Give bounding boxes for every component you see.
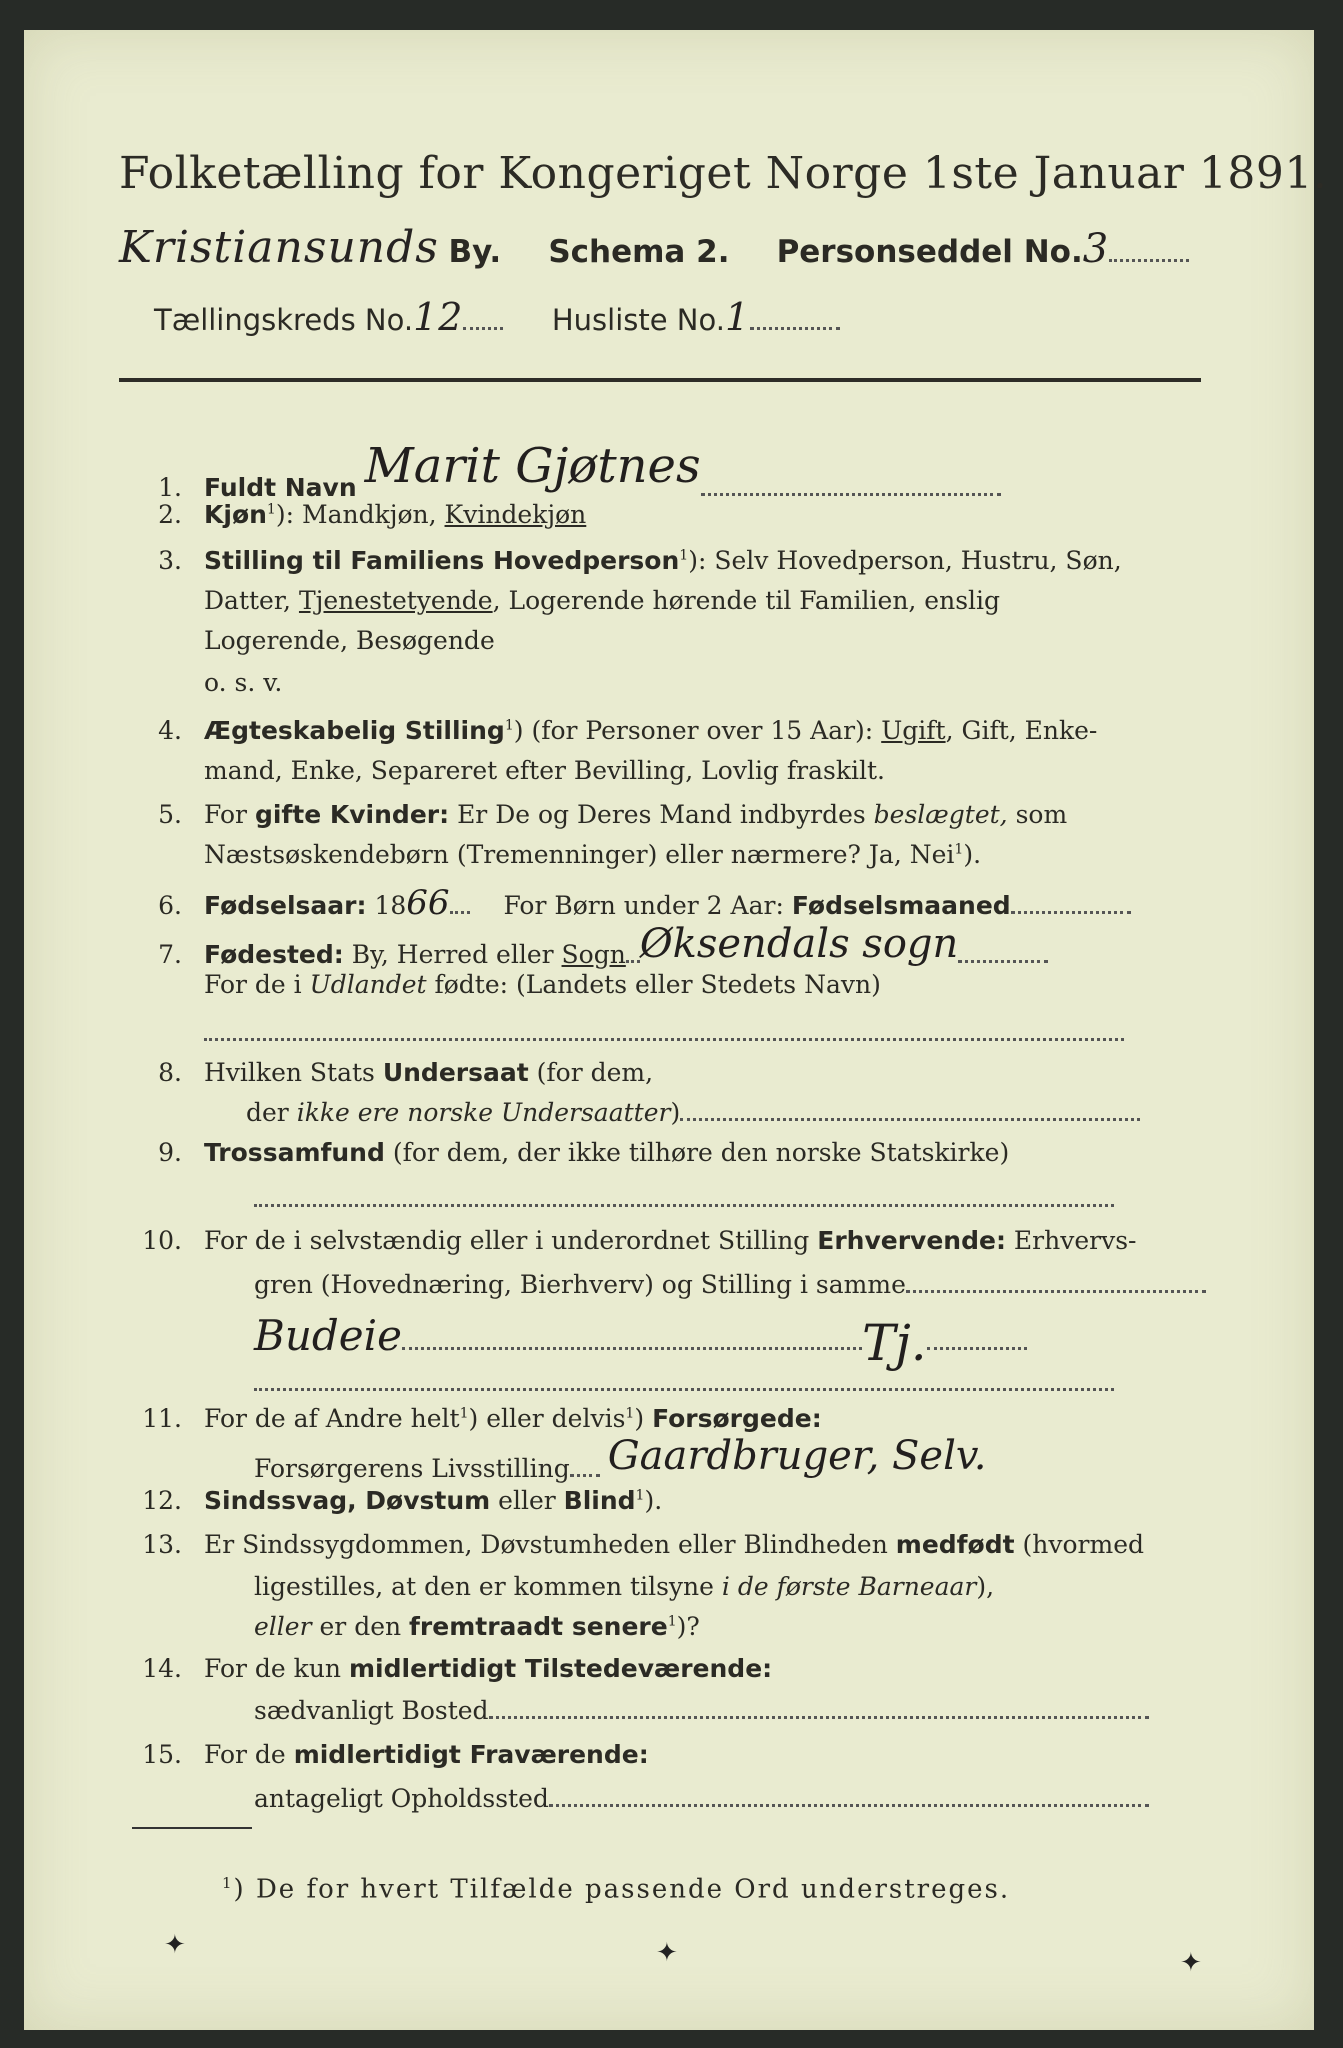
birth-year-value: 66 bbox=[406, 883, 450, 923]
kreds-label: Tællingskreds No. bbox=[154, 303, 414, 337]
header-line-2 bbox=[154, 295, 840, 339]
item-13-line-1: 13. Er Sindssygdommen, Døvstumheden eller Blindheden medfødt (hvormed bbox=[142, 1530, 1145, 1559]
item-13-line-2: ligestilles, at den er kommen tilsyne i de første Barneaar), bbox=[254, 1572, 995, 1601]
occupation-position-value: Tj. bbox=[861, 1314, 927, 1372]
husliste-label: Husliste No. bbox=[551, 303, 725, 337]
occupation-label: Erhvervende: bbox=[817, 1226, 1006, 1255]
subject-label: Undersaat bbox=[382, 1058, 529, 1087]
item-11-line-1: 11. For de af Andre helt$^1$) eller delvis$^1$) Forsørgede: bbox=[142, 1404, 822, 1433]
header-rule bbox=[119, 378, 1201, 382]
supporter-value: Gaardbruger, Selv. bbox=[607, 1433, 987, 1479]
birth-year-label: Fødselsaar: bbox=[204, 891, 367, 920]
header-line-1 bbox=[119, 222, 1189, 273]
registration-mark-center: ✦ bbox=[656, 1938, 678, 1968]
husliste-number: 1 bbox=[724, 295, 751, 339]
item-10-line-2: gren (Hovednæring, Bierhverv) og Stilling i samme bbox=[254, 1272, 1206, 1297]
married-women-label: gifte Kvinder: bbox=[254, 800, 450, 829]
full-name-label: Fuldt Navn bbox=[204, 473, 357, 502]
birthplace-value: Øksendals sogn bbox=[639, 921, 959, 967]
footnote-rule bbox=[132, 1827, 252, 1829]
gender-label: Kjøn bbox=[204, 500, 267, 529]
item-12: 12. Sindssvag, Døvstum eller Blind$^1$). bbox=[142, 1486, 663, 1515]
registration-mark-right: ✦ bbox=[1180, 1948, 1202, 1978]
census-form-page bbox=[24, 30, 1328, 2030]
by-label: By. bbox=[448, 234, 502, 270]
gender-female-underlined: Kvindekjøn bbox=[444, 500, 587, 529]
birth-month-label: Fødselsmaaned bbox=[791, 891, 1011, 920]
item-3-line-2: Datter, Tjenestetyende, Logerende hørende til Familien, enslig bbox=[204, 586, 1001, 615]
item-7-blank bbox=[204, 1020, 1124, 1045]
item-8-line-1: 8. Hvilken Stats Undersaat (for dem, bbox=[158, 1058, 654, 1087]
item-5-line-2: Næstsøskendebørn (Tremenninger) eller nærmere? Ja, Nei$^1$). bbox=[204, 840, 982, 869]
item-3-line-3: Logerende, Besøgende bbox=[204, 626, 495, 655]
birthplace-label: Fødested: bbox=[204, 940, 344, 969]
item-6: 6. Fødselsaar: 1866 For Børn under 2 Aar: Fødselsmaaned bbox=[132, 886, 1131, 920]
occupation-value: Budeie bbox=[254, 1311, 402, 1360]
item-9: 9. Trossamfund (for dem, der ikke tilhøre den norske Statskirke) bbox=[158, 1138, 1010, 1167]
item-15-line-2: antageligt Opholdssted bbox=[254, 1786, 1149, 1811]
item-2: 2. Kjøn$^1$): Mandkjøn, Kvindekjøn bbox=[158, 500, 587, 529]
supported-label: Forsørgede: bbox=[652, 1404, 822, 1433]
item-5-line-1: 5. For gifte Kvinder: Er De og Deres Mand indbyrdes beslægtet, som bbox=[158, 800, 1068, 829]
item-3-line-1: 3. Stilling til Familiens Hovedperson$^1$): Selv Hovedperson, Hustru, Søn, bbox=[158, 546, 1122, 575]
item-11-line-2: Forsørgerens Livsstilling Gaardbruger, Selv. bbox=[254, 1433, 987, 1483]
personseddel-number: 3 bbox=[1082, 226, 1110, 272]
marital-status-label: Ægteskabelig Stilling bbox=[204, 716, 505, 745]
item-10-line-3 bbox=[254, 1308, 1027, 1372]
item-4-line-2: mand, Enke, Separeret efter Bevilling, Lovlig fraskilt. bbox=[204, 756, 885, 785]
item-1: 1. Fuldt Navn Marit Gjøtnes bbox=[132, 456, 1001, 504]
registration-mark-left: ✦ bbox=[164, 1930, 186, 1960]
item-13-line-3: eller er den fremtraadt senere$^1$)? bbox=[254, 1612, 700, 1641]
item-14-line-1: 14. For de kun midlertidigt Tilstedeværende: bbox=[142, 1654, 773, 1683]
footnote: $^1$) De for hvert Tilfælde passende Ord understreges. bbox=[222, 1874, 1011, 1905]
item-15-line-1: 15. For de midlertidigt Fraværende: bbox=[142, 1740, 649, 1769]
religion-label: Trossamfund bbox=[204, 1138, 385, 1167]
item-4-line-1: 4. Ægteskabelig Stilling$^1$) (for Personer over 15 Aar): Ugift, Gift, Enke- bbox=[158, 716, 1098, 745]
item-10-blank bbox=[254, 1370, 1114, 1395]
item-14-line-2: sædvanligt Bosted bbox=[254, 1698, 1149, 1723]
town-name: Kristiansunds bbox=[119, 222, 439, 273]
marital-status-underlined: Ugift bbox=[881, 716, 946, 745]
kreds-number: 12 bbox=[413, 295, 464, 339]
schema-label: Schema 2. bbox=[548, 234, 730, 270]
personseddel-label: Personseddel No. bbox=[776, 234, 1083, 270]
full-name-value: Marit Gjøtnes bbox=[364, 438, 701, 494]
item-7-line-2: For de i Udlandet fødte: (Landets eller Stedets Navn) bbox=[204, 970, 881, 999]
family-position-underlined: Tjenestetyende bbox=[298, 586, 493, 615]
item-7-line-1: 7. Fødested: By, Herred eller Sogn Øksendals sogn bbox=[132, 930, 1048, 970]
item-3-line-4: o. s. v. bbox=[204, 668, 283, 697]
family-position-label: Stilling til Familiens Hovedperson bbox=[204, 546, 680, 575]
form-title: Folketælling for Kongeriget Norge 1ste Januar 1891. bbox=[119, 148, 1328, 199]
item-8-line-2: der ikke ere norske Undersaatter) bbox=[246, 1100, 1140, 1125]
item-9-blank bbox=[254, 1186, 1114, 1211]
disability-label: Sindssvag, Døvstum bbox=[204, 1486, 491, 1515]
item-10-line-1: 10. For de i selvstændig eller i underordnet Stilling Erhvervende: Erhvervs- bbox=[142, 1226, 1137, 1255]
